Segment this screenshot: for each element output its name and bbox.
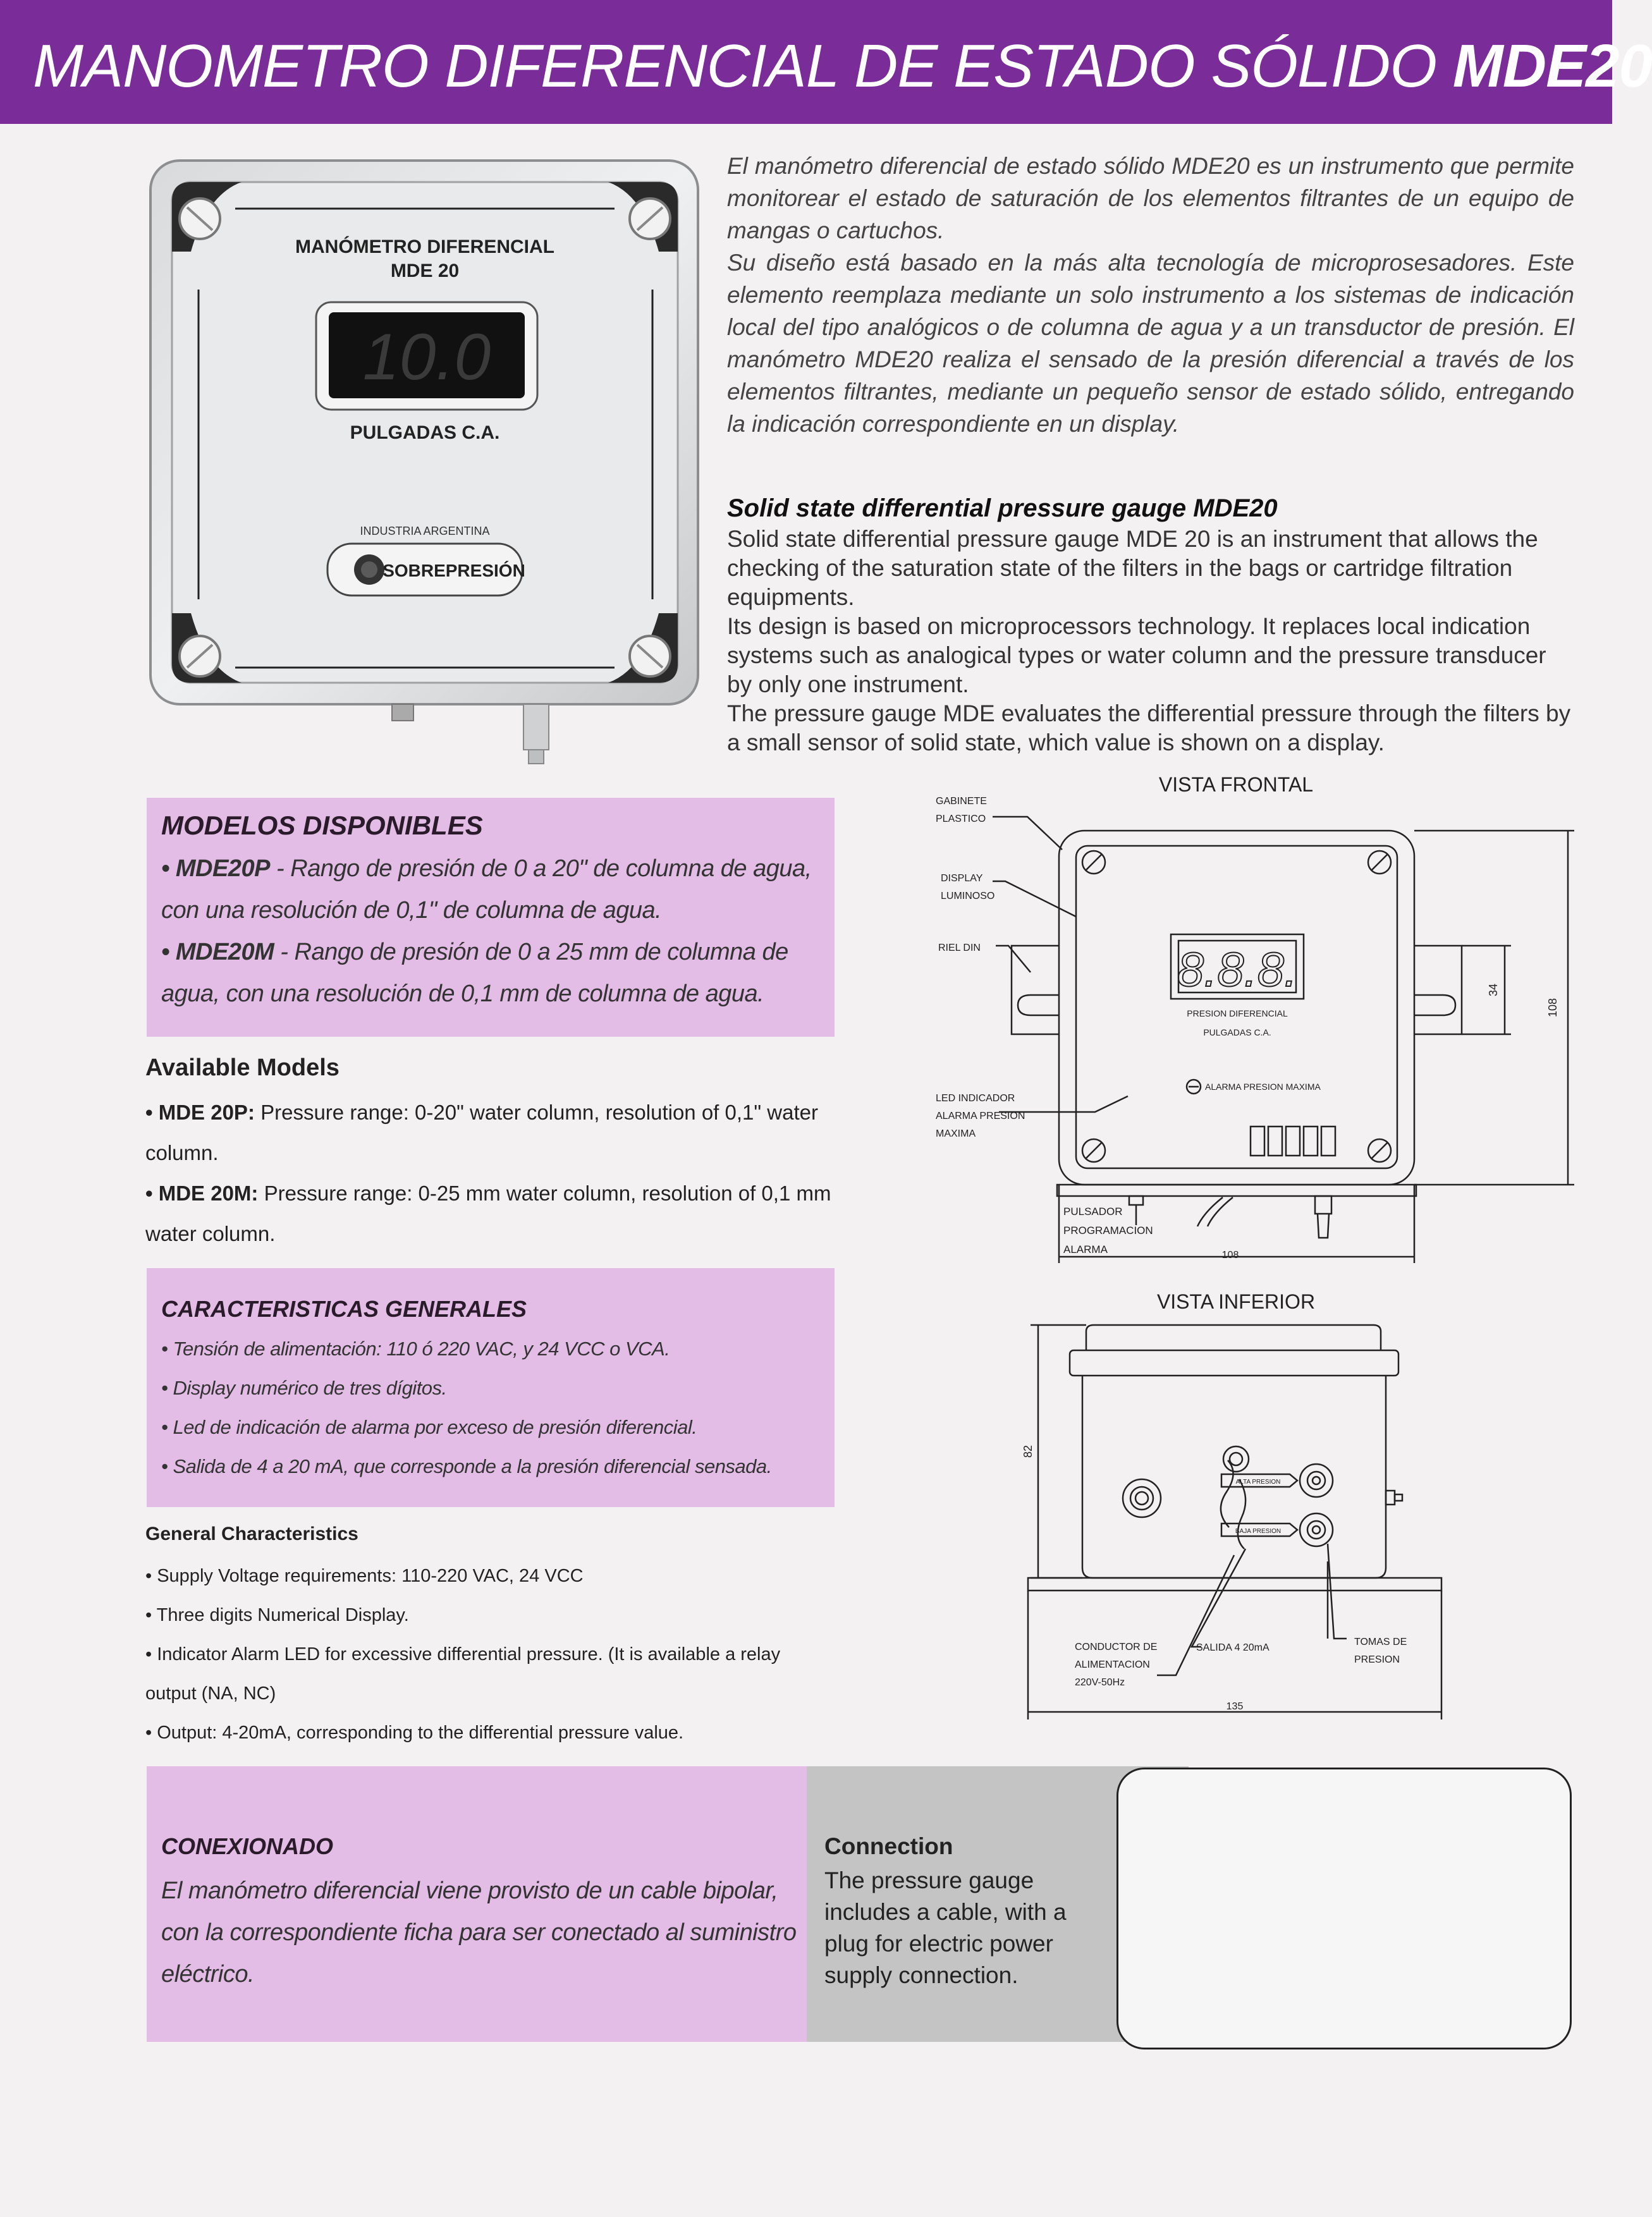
intro-en-paragraph-2: Its design is based on microprocessors technology. It replaces local indication systems such as analogical types or water column and the pressure transducer by only one instrument. [727,613,1546,697]
intro-es-paragraph-1: El manómetro diferencial de estado sólido MDE20 es un instrumento que permite monitorear el estado de saturación de los elementos filtrantes de un equipo de mangas o cartuchos. [727,153,1574,243]
bottom-view-title: VISTA INFERIOR [1156,1290,1316,1313]
characteristics-es-item: • Led de indicación de alarma por exceso de presión diferencial. [161,1416,697,1438]
characteristics-en-item: • Indicator Alarm LED for excessive differential pressure. (It is available a relay [145,1644,781,1664]
front-view-label-cabinet: GABINETE [936,796,987,807]
title-text: MANOMETRO DIFERENCIAL DE ESTADO SÓLIDO [33,32,1437,100]
connection-blank-panel [1117,1768,1572,2049]
front-view-label-cabinet: PLASTICO [936,814,986,824]
models-en-item-cont: water column. [145,1222,276,1245]
intro-en-title: Solid state differential pressure gauge MDE20 [727,494,1278,522]
intro-en [727,525,1574,757]
front-view-dim-rail: 34 [1487,983,1500,997]
bottom-view-label-conductor: ALIMENTACION [1075,1659,1150,1670]
front-view-alarm-label: ALARMA PRESION MAXIMA [1205,1082,1321,1092]
front-view-label-display: DISPLAY [941,873,983,884]
models-en-item-cont: column. [145,1141,219,1164]
front-view-digits: 8.8.8. [1177,943,1298,997]
photo-units: PULGADAS C.A. [350,422,500,443]
bottom-view-label-conductor: 220V-50Hz [1075,1677,1125,1688]
connection-es-title: CONEXIONADO [161,1833,334,1859]
bottom-view-diagram [974,1290,1479,1726]
front-view-label-button: PROGRAMACION [1063,1225,1153,1237]
characteristics-en-list [145,1556,841,1752]
bottom-view-label-low: BAJA PRESION [1235,1528,1282,1535]
photo-origin: INDUSTRIA ARGENTINA [360,525,490,537]
models-en-title: Available Models [145,1054,340,1081]
front-view-label-display: LUMINOSO [941,891,995,901]
bottom-view-label-high: ALTA PRESION [1235,1479,1281,1486]
characteristics-es-list [161,1329,831,1486]
characteristics-es-item: • Salida de 4 a 20 mA, que corresponde a la presión diferencial sensada. [161,1455,772,1477]
bottom-view-label-output: SALIDA 4 20mA [1196,1642,1270,1653]
page-title [33,32,1652,101]
models-es-item-cont: con una resolución de 0,1" de columna de agua. [161,897,662,924]
intro-es-paragraph-2: Su diseño está basado en la más alta tecnología de microprosesadores. Este elemento reemplaza mediante un solo instrumento a los sistemas de indicación local del tipo analógicos o de columna de agua y a un transductor de presión. El manómetro MDE20 realiza el sensado de la presión diferencial a través de los elementos filtrantes, mediante un pequeño sensor de estado sólido, entregando la indicación correspondiente en un display. [727,250,1574,437]
bottom-view-dim-height: 82 [1022,1444,1034,1458]
front-view-label-rail: RIEL DIN [938,943,981,953]
models-es-item: • MDE20P - Rango de presión de 0 a 20" de columna de agua, [161,855,812,882]
intro-es [727,150,1574,440]
models-en-item: • MDE 20M: Pressure range: 0-25 mm water column, resolution of 0,1 mm [145,1182,831,1205]
intro-en-paragraph-1: Solid state differential pressure gauge MDE 20 is an instrument that allows the checking of the saturation state of the filters in the bags or cartridge filtration equipments. [727,526,1538,610]
characteristics-en-item: • Output: 4-20mA, corresponding to the differential pressure value. [145,1723,684,1743]
bottom-view-dim-width: 135 [1226,1701,1244,1712]
front-view-label-button: PULSADOR [1063,1206,1123,1218]
characteristics-es-item: • Tensión de alimentación: 110 ó 220 VAC, y 24 VCC o VCA. [161,1338,670,1360]
title-model: MDE20 [1452,32,1652,100]
bottom-view-label-taps: TOMAS DE [1354,1637,1407,1647]
photo-panel-model: MDE 20 [390,260,460,281]
front-view-label-led: LED INDICADOR [936,1093,1015,1104]
characteristics-es-title: CARACTERISTICAS GENERALES [161,1296,527,1322]
front-view-panel-line: PULGADAS C.A. [1203,1027,1271,1037]
front-view-label-led: ALARMA PRESION [936,1111,1025,1121]
front-view-panel-line: PRESION DIFERENCIAL [1187,1008,1288,1018]
front-view-title: VISTA FRONTAL [1158,773,1314,796]
bottom-view-label-taps: PRESION [1354,1654,1400,1665]
connection-en-text: The pressure gauge includes a cable, with a plug for electric power supply connection. [824,1867,1067,1988]
front-view-label-led: MAXIMA [936,1128,976,1139]
front-view-diagram [910,770,1593,1276]
models-es-item: • MDE20M - Rango de presión de 0 a 25 mm de columna de [161,939,788,965]
models-es-title: MODELOS DISPONIBLES [161,810,483,840]
models-en-list [145,1092,841,1254]
characteristics-en-item: • Three digits Numerical Display. [145,1605,409,1625]
characteristics-en-item: output (NA, NC) [145,1683,276,1704]
intro-en-paragraph-3: The pressure gauge MDE evaluates the differential pressure through the filters by a small sensor of solid state, which value is shown on a display. [727,700,1571,755]
connection-es-text: El manómetro diferencial viene provisto de un cable bipolar, con la correspondiente ficha para ser conectado al suministro eléctrico. [161,1878,797,1988]
product-photo [147,157,703,764]
front-view-dim-width: 108 [1221,1250,1239,1261]
characteristics-en-title: General Characteristics [145,1524,358,1544]
models-es-list [161,848,831,1015]
connection-en-title: Connection [824,1833,953,1859]
bottom-view-label-conductor: CONDUCTOR DE [1075,1642,1158,1652]
front-view-label-button: ALARMA [1063,1243,1108,1255]
front-view-dim-height: 108 [1546,998,1559,1018]
characteristics-es-item: • Display numérico de tres dígitos. [161,1377,447,1399]
models-es-item-cont: agua, con una resolución de 0,1 mm de columna de agua. [161,980,764,1007]
characteristics-en-item: • Supply Voltage requirements: 110-220 VAC, 24 VCC [145,1566,584,1586]
photo-panel-title: MANÓMETRO DIFERENCIAL [295,236,554,257]
models-en-item: • MDE 20P: Pressure range: 0-20" water column, resolution of 0,1" water [145,1101,818,1124]
photo-display-value: 10.0 [362,321,491,394]
photo-overpressure-label: SOBREPRESIÓN [382,561,525,580]
